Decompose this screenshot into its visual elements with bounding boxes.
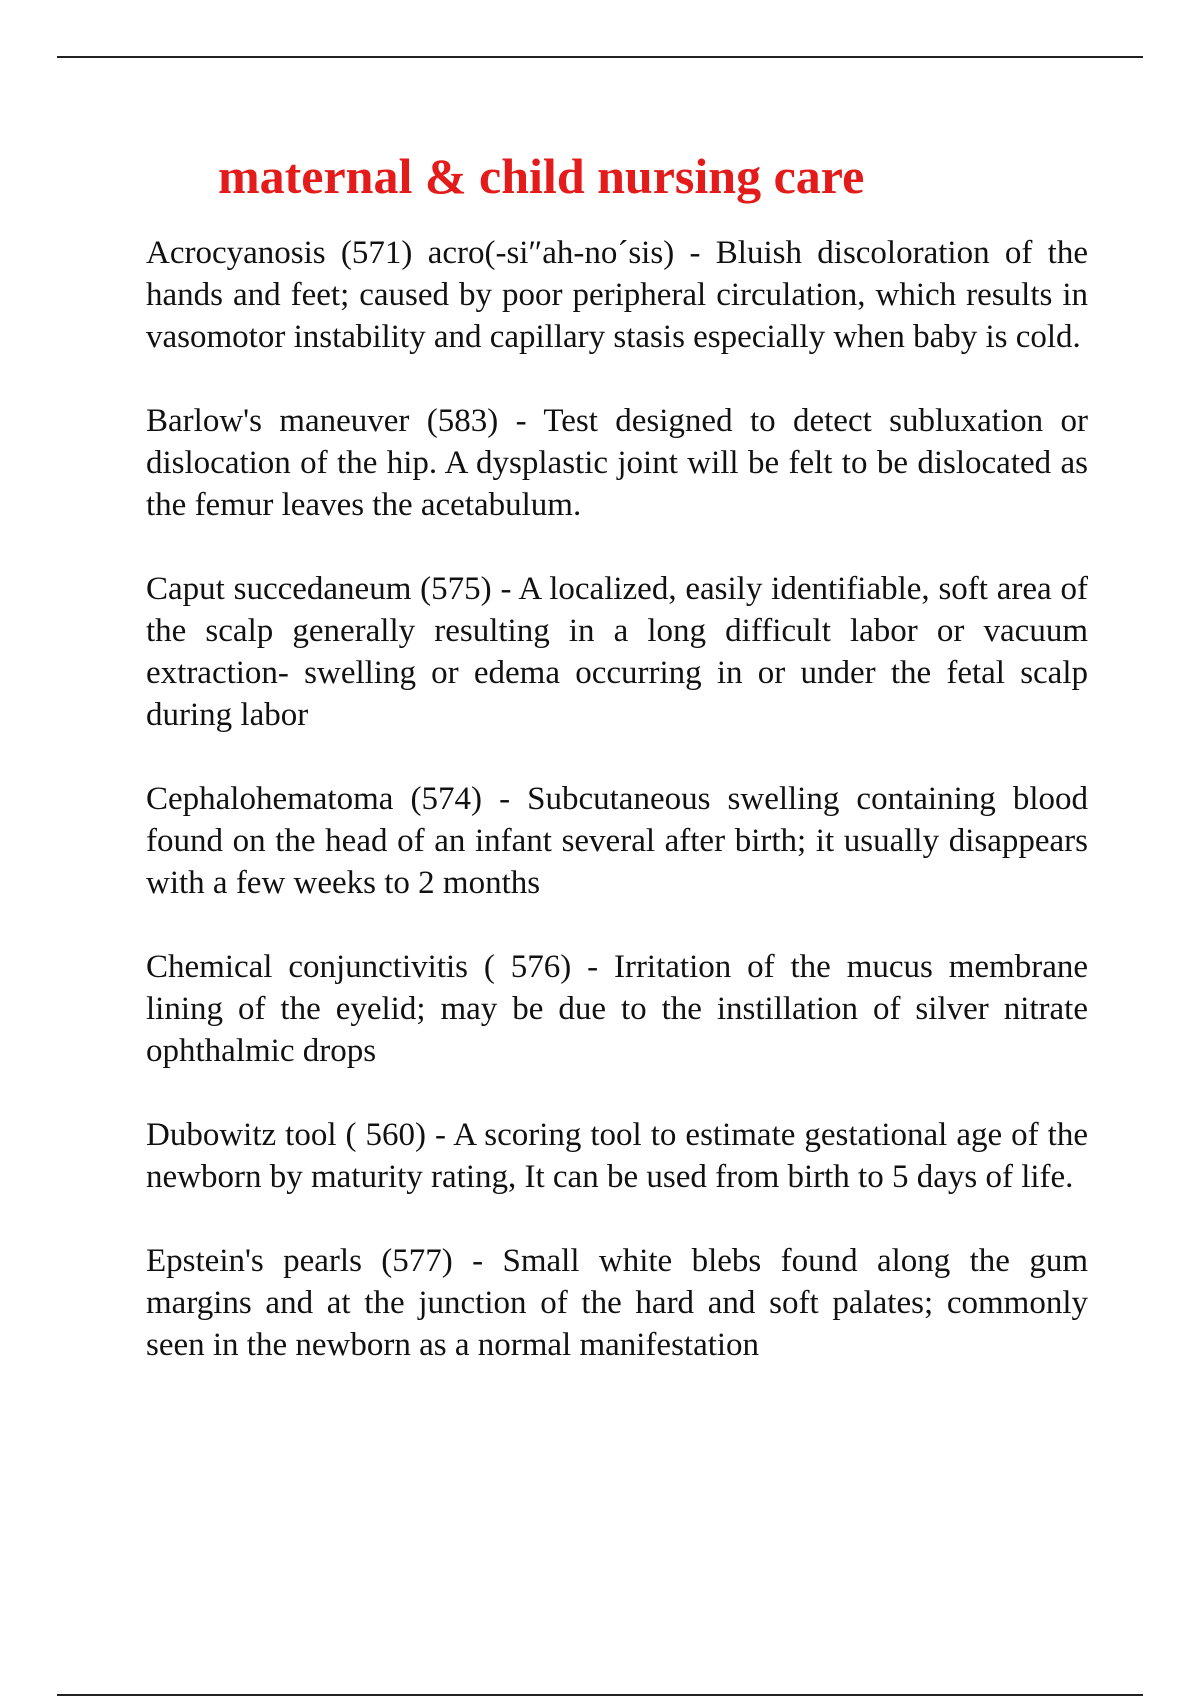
bottom-rule [57,1694,1143,1696]
definition-barlows-maneuver: Barlow's maneuver (583) - Test designed to detect subluxation or dislocation of the hip. A dysplastic joint will be felt to be dislocated as the femur leaves the acetabulum. [146,403,1088,523]
definition-chemical-conjunctivitis: Chemical conjunctivitis ( 576) - Irritation of the mucus membrane lining of the eyelid; may be due to the instillation of silver nitrate ophthalmic drops [146,949,1088,1069]
definition-cephalohematoma: Cephalohematoma (574) - Subcutaneous swelling containing blood found on the head of an infant several after birth; it usually disappears with a few weeks to 2 months [146,781,1088,901]
definition-epsteins-pearls: Epstein's pearls (577) - Small white blebs found along the gum margins and at the junction of the hard and soft palates; commonly seen in the newborn as a normal manifestation [146,1243,1088,1363]
definition-dubowitz-tool: Dubowitz tool ( 560) - A scoring tool to estimate gestational age of the newborn by maturity rating, It can be used from birth to 5 days of life. [146,1117,1088,1195]
top-rule [57,56,1143,58]
document-body [146,232,1088,1408]
definition-caput-succedaneum: Caput succedaneum (575) - A localized, easily identifiable, soft area of the scalp generally resulting in a long difficult labor or vacuum extraction- swelling or edema occurring in or under the fetal scalp during labor [146,571,1088,733]
definition-acrocyanosis: Acrocyanosis (571) acro(-si″ah-no´sis) - Bluish discoloration of the hands and feet; caused by poor peripheral circulation, which results in vasomotor instability and capillary stasis especially when baby is cold. [146,235,1088,355]
page-title: maternal & child nursing care [218,148,865,204]
